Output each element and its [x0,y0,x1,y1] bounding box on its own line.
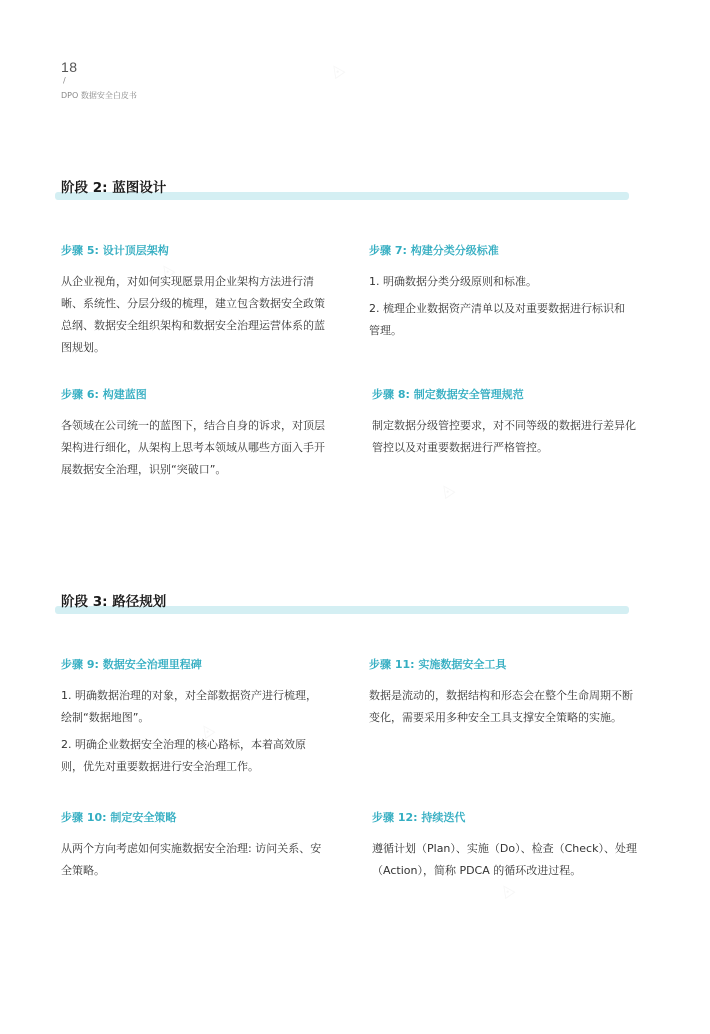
step-5-body: 从企业视角，对如何实现愿景用企业架构方法进行清晰、系统性、分层分级的梳理，建立包含数据安全政策总纲、数据安全组织架构和数据安全治理运营体系的蓝图规划。 [61,275,325,354]
step-10-title: 步骤 10: 制定安全策略 [61,811,177,824]
step-6-block [61,386,326,481]
step-10-body: 从两个方向考虑如何实施数据安全治理: 访问关系、安全策略。 [61,842,322,877]
step-7-item-1: 1. 明确数据分类分级原则和标准。 [369,275,537,288]
stage-3-heading [55,590,629,614]
step-6-body: 各领域在公司统一的蓝图下，结合自身的诉求，对顶层架构进行细化，从架构上思考本领域从哪些方面入手开展数据安全治理，识别“突破口”。 [61,419,325,476]
step-7-title: 步骤 7: 构建分类分级标准 [369,244,499,257]
step-10-block [61,809,326,882]
step-7-block [369,242,634,342]
step-7-item-2: 2. 梳理企业数据资产清单以及对重要数据进行标识和管理。 [369,302,625,337]
page-number: 18 [61,59,78,75]
watermark-mark: ◬ [495,878,517,901]
step-5-block [61,242,326,359]
stage-2-title: 阶段 2: 蓝图设计 [61,180,167,196]
step-8-title: 步骤 8: 制定数据安全管理规范 [372,388,524,401]
step-11-block [369,656,634,729]
step-12-block [372,809,637,882]
step-5-title: 步骤 5: 设计顶层架构 [61,244,169,257]
step-12-title: 步骤 12: 持续迭代 [372,811,466,824]
step-9-title: 步骤 9: 数据安全治理里程碑 [61,658,202,671]
stage-3-title: 阶段 3: 路径规划 [61,594,167,610]
step-12-body: 遵循计划（Plan）、实施（Do）、检查（Check）、处理（Action），简称 PDCA 的循环改进过程。 [372,842,637,877]
step-8-block [372,386,637,459]
watermark-mark: ◬ [435,478,457,501]
page-number-separator: / [63,76,66,85]
step-9-item-2: 2. 明确企业数据安全治理的核心路标，本着高效原则，优先对重要数据进行安全治理工作。 [61,738,306,773]
step-11-body: 数据是流动的，数据结构和形态会在整个生命周期不断变化，需要采用多种安全工具支撑安全策略的实施。 [369,689,633,724]
step-9-block [61,656,326,778]
watermark-mark: ◬ [155,258,177,281]
watermark-mark: ◬ [325,58,347,81]
step-9-item-1: 1. 明确数据治理的对象，对全部数据资产进行梳理，绘制“数据地图”。 [61,689,317,724]
step-11-title: 步骤 11: 实施数据安全工具 [369,658,507,671]
step-8-body: 制定数据分级管控要求，对不同等级的数据进行差异化管控以及对重要数据进行严格管控。 [372,419,636,454]
watermark-mark: ◬ [195,718,217,741]
document-title: DPO 数据安全白皮书 [61,91,137,100]
step-6-title: 步骤 6: 构建蓝图 [61,388,147,401]
stage-2-heading [55,176,629,200]
